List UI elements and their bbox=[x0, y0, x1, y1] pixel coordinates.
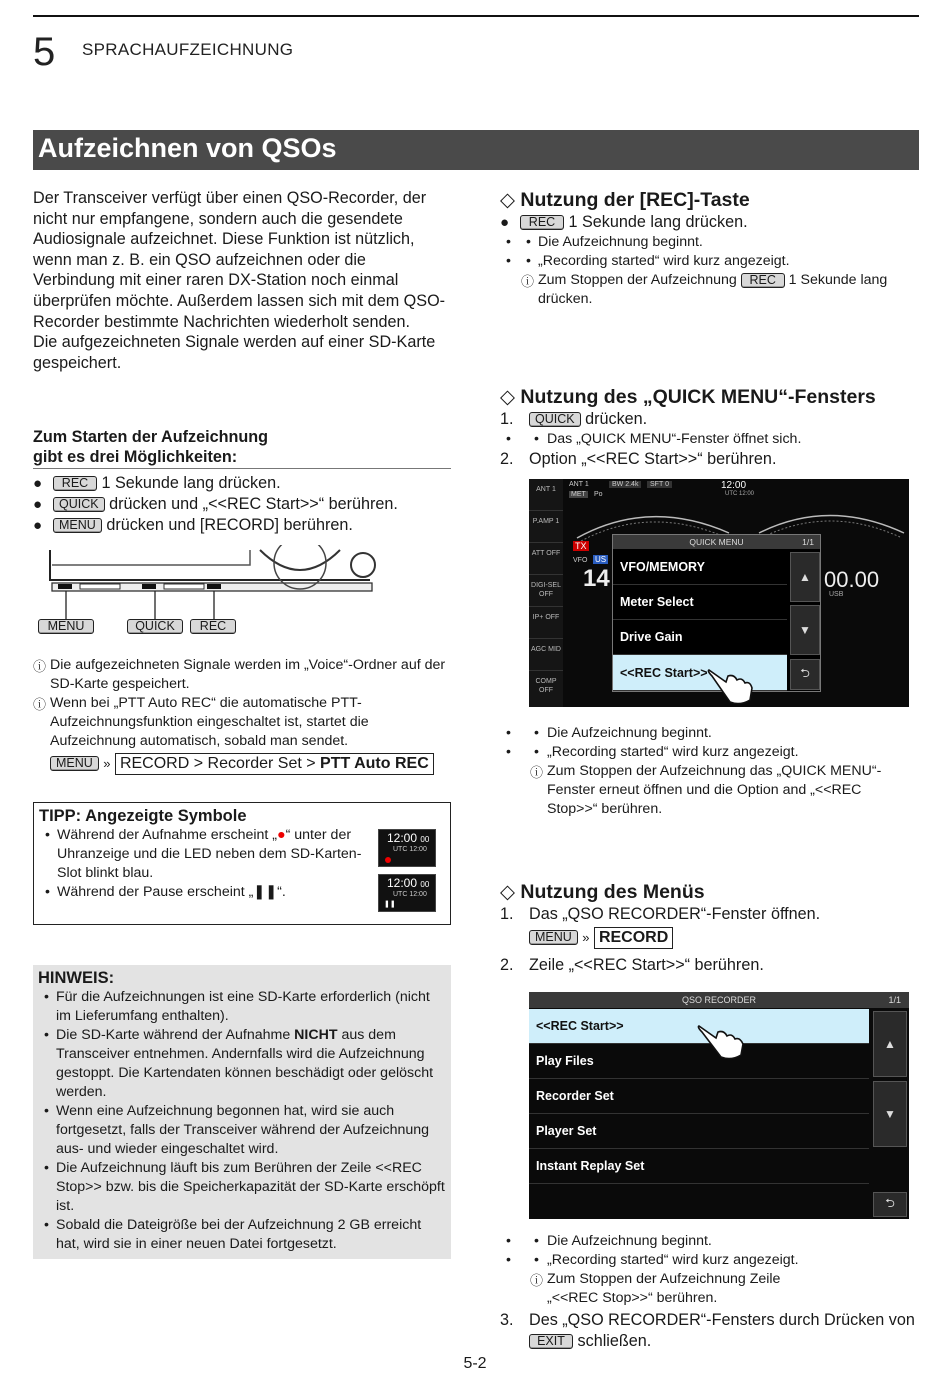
tip-text: Während der Pause erscheint „ bbox=[57, 884, 254, 900]
result-item: • • „Recording started“ wird kurz angezeigt. bbox=[500, 743, 920, 762]
menu-item-play-files[interactable]: Play Files bbox=[529, 1044, 869, 1079]
side-label: P.AMP 1 bbox=[529, 511, 563, 543]
clock-seconds: 00 bbox=[420, 880, 430, 889]
result-text: Das „QUICK MENU“-Fenster öffnet sich. bbox=[547, 431, 802, 447]
menu-item-meter-select[interactable]: Meter Select bbox=[613, 585, 787, 620]
frequency-left: 14 bbox=[583, 565, 610, 592]
menu-key: MENU bbox=[53, 518, 102, 533]
recorder-title: QSO RECORDER bbox=[681, 995, 756, 1005]
quick-results bbox=[500, 724, 920, 819]
notice-item bbox=[38, 1026, 446, 1102]
popup-title: QUICK MENU bbox=[689, 537, 744, 547]
header-rule bbox=[33, 15, 919, 17]
clock-pause-thumb bbox=[378, 874, 436, 912]
intro-text: Der Transceiver verfügt über einen QSO-Recorder, der nicht nur empfangene, sondern auch die gesendete Audiosignale aufzeichnet. Diese Funktion ist nützlich, wenn man z. B. ein QSO aufzeichnen oder die Verbindung mit einer raren DX-Station noch einmal überprüfen möchte. Außerdem lassen sich mit dem QSO-Recorder bestimmte Nachrichten wiederholt senden. bbox=[33, 189, 446, 331]
result-item: • • „Recording started“ wird kurz angezeigt. bbox=[500, 1251, 920, 1270]
us-label: US bbox=[595, 555, 607, 564]
list-item bbox=[500, 212, 920, 233]
chapter-title: SPRACHAUFZEICHNUNG bbox=[82, 40, 294, 59]
notice-text: Die SD-Karte während der Aufnahme bbox=[56, 1027, 295, 1043]
record-dot-icon bbox=[385, 857, 391, 863]
sft-value: 0 bbox=[665, 481, 669, 488]
section-title: Aufzeichnen von QSOs bbox=[33, 130, 919, 170]
result-item: • • Das „QUICK MENU“-Fenster öffnet sich. bbox=[500, 430, 920, 449]
clock-seconds: 00 bbox=[420, 835, 430, 844]
side-panel bbox=[529, 479, 563, 707]
menu-key: MENU bbox=[50, 756, 99, 771]
tip-text: Während der Aufnahme erscheint „ bbox=[57, 827, 278, 843]
result-text: „Recording started“ wird kurz angezeigt. bbox=[547, 1252, 799, 1268]
notice-item: • Sobald die Dateigröße bei der Aufzeichnung 2 GB erreicht hat, wird sie in einer neuen Datei fortgesetzt. bbox=[38, 1216, 446, 1254]
menu-item-rec-start[interactable]: <<REC Start>> bbox=[529, 1009, 869, 1044]
notice-box bbox=[33, 965, 451, 1259]
info-icon: ⓘ bbox=[530, 765, 544, 780]
panel-menu-label: MENU bbox=[38, 619, 94, 634]
option-text: drücken und [RECORD] berühren. bbox=[106, 516, 353, 534]
heading-text: Nutzung des „QUICK MENU“-Fensters bbox=[520, 386, 876, 408]
panel-rec-label: REC bbox=[190, 619, 236, 634]
start-heading-1: Zum Starten der Aufzeichnung bbox=[33, 428, 269, 446]
step-1: 1. Das „QSO RECORDER“-Fenster öffnen. bbox=[500, 905, 821, 923]
sft-text: SFT bbox=[650, 481, 664, 488]
menu-item-instant-replay-set[interactable]: Instant Replay Set bbox=[529, 1149, 869, 1184]
divider bbox=[33, 468, 451, 469]
option-text: drücken und „<<REC Start>>“ berühren. bbox=[109, 495, 398, 513]
option-text: 1 Sekunde lang drücken. bbox=[101, 474, 281, 492]
side-label: IP+ OFF bbox=[529, 607, 563, 639]
result-item: • • „Recording started“ wird kurz angezeigt. bbox=[500, 252, 920, 271]
recorder-page: 1/1 bbox=[888, 995, 901, 1005]
menu-item-recorder-set[interactable]: Recorder Set bbox=[529, 1079, 869, 1114]
diamond-icon: ◇ bbox=[500, 386, 515, 408]
stop-note bbox=[500, 271, 920, 309]
rec-key-steps bbox=[500, 212, 920, 233]
info-icon: ⓘ bbox=[521, 274, 535, 289]
notes-left bbox=[33, 656, 451, 775]
step-2: 2. Option „<<REC Start>>“ berühren. bbox=[500, 450, 777, 468]
exit-key: EXIT bbox=[529, 1334, 573, 1349]
arrow-down-icon: ▼ bbox=[799, 623, 811, 637]
tx-indicator: TX bbox=[575, 541, 587, 551]
quick-menu-section bbox=[500, 385, 920, 470]
return-icon: ⮌ bbox=[885, 1196, 895, 1210]
menu-path bbox=[33, 753, 451, 775]
notice-item: • Für die Aufzeichnungen ist eine SD-Karte erforderlich (nicht im Lieferumfang enthalten). bbox=[38, 988, 446, 1026]
tip-text: “ unter der Uhranzeige und die LED neben dem SD-Karten-Slot blinkt blau. bbox=[57, 827, 362, 881]
record-dot-icon: ● bbox=[277, 827, 286, 843]
notice-text: aus dem Transceiver entnehmen. Andernfalls wird die Aufzeichnung gestoppt. Die Kartendaten können beschädigt oder gelöscht werden. bbox=[56, 1027, 434, 1100]
diamond-icon: ◇ bbox=[500, 189, 515, 211]
rec-key-section bbox=[500, 188, 920, 309]
menu-results bbox=[500, 1232, 920, 1352]
arrow-up-icon: ▲ bbox=[884, 1037, 896, 1051]
diamond-icon: ◇ bbox=[500, 881, 515, 903]
rec-key: REC bbox=[53, 476, 97, 491]
notice-item: • Die Aufzeichnung läuft bis zum Berühren der Zeile <<REC Stop>> bzw. bis die Speicherkapazität der SD-Karte erschöpft ist. bbox=[38, 1159, 446, 1216]
start-options bbox=[33, 427, 451, 536]
path-box bbox=[115, 753, 434, 775]
menu-path bbox=[500, 927, 920, 949]
path-text-bold: PTT Auto REC bbox=[320, 755, 429, 772]
scroll-up-button[interactable] bbox=[790, 552, 820, 602]
side-label: AGC MID bbox=[529, 639, 563, 671]
intro-block bbox=[33, 188, 451, 373]
arrow-up-icon: ▲ bbox=[799, 570, 811, 584]
path-arrow-icon: » bbox=[103, 756, 111, 771]
front-panel-illustration bbox=[40, 545, 390, 640]
quick-menu-heading bbox=[500, 385, 920, 409]
notice-item: • Wenn eine Aufzeichnung begonnen hat, wird sie auch fortgesetzt, falls der Transceiver während der Aufzeichnung aus- und wieder eingeschaltet wird. bbox=[38, 1102, 446, 1159]
utc-text: UTC 12:00 bbox=[725, 491, 755, 497]
notice-text-bold: NICHT bbox=[294, 1027, 338, 1043]
clock-text: 12:00 bbox=[387, 831, 418, 845]
start-heading-2: gibt es drei Möglichkeiten: bbox=[33, 448, 238, 466]
result-text: „Recording started“ wird kurz angezeigt. bbox=[538, 253, 790, 269]
step-text: Des „QSO RECORDER“-Fensters durch Drücken von bbox=[529, 1311, 915, 1329]
list-item bbox=[33, 494, 451, 515]
scroll-down-button[interactable] bbox=[790, 605, 820, 655]
hand-pointer-icon bbox=[704, 662, 759, 707]
sft-label bbox=[647, 481, 672, 488]
result-text: Die Aufzeichnung beginnt. bbox=[547, 1233, 712, 1249]
intro-text-2: Die aufgezeichneten Signale werden auf einer SD-Karte gespeichert. bbox=[33, 333, 436, 372]
path-arrow-icon: » bbox=[582, 930, 590, 945]
result-item: • • Die Aufzeichnung beginnt. bbox=[500, 1232, 920, 1251]
tip-text: “. bbox=[277, 884, 286, 900]
heading-text: Nutzung des Menüs bbox=[520, 881, 705, 903]
step-2: 2. Zeile „<<REC Start>>“ berühren. bbox=[500, 956, 764, 974]
quick-key: QUICK bbox=[53, 497, 105, 512]
menu-section bbox=[500, 880, 920, 976]
panel-quick-label: QUICK bbox=[127, 619, 183, 634]
note-text: Zum Stoppen der Aufzeichnung bbox=[538, 272, 737, 288]
note-text: 1 Sekunde lang drücken. bbox=[538, 272, 888, 307]
result-text: Die Aufzeichnung beginnt. bbox=[547, 725, 712, 741]
path-box: RECORD bbox=[594, 927, 673, 949]
result-item: • • Die Aufzeichnung beginnt. bbox=[500, 233, 920, 252]
popup-page: 1/1 bbox=[802, 537, 814, 547]
back-button[interactable] bbox=[873, 1192, 907, 1217]
recorder-titlebar bbox=[529, 992, 909, 1008]
info-icon: ⓘ bbox=[33, 659, 47, 674]
qso-recorder-screen bbox=[529, 992, 909, 1219]
result-item: • • Die Aufzeichnung beginnt. bbox=[500, 724, 920, 743]
path-text: RECORD > Recorder Set > bbox=[119, 755, 321, 772]
met-label: MET bbox=[571, 491, 586, 498]
clock-recording-thumb bbox=[378, 829, 436, 867]
list-item bbox=[33, 515, 451, 536]
ant-label: ANT 1 bbox=[569, 481, 589, 488]
note-text: Zum Stoppen der Aufzeichnung das „QUICK MENU“-Fenster erneut öffnen und die Option and „<<REC Stop>>“ berühren. bbox=[547, 763, 882, 817]
page-number: 5-2 bbox=[463, 1355, 487, 1372]
scroll-up-button[interactable] bbox=[873, 1011, 907, 1077]
menu-item-rec-start[interactable]: <<REC Start>> bbox=[613, 655, 787, 691]
hand-pointer-icon bbox=[694, 1020, 754, 1062]
step-1: 1. QUICK drücken. bbox=[500, 410, 648, 428]
note-item bbox=[33, 694, 451, 751]
side-label: ATT OFF bbox=[529, 543, 563, 575]
quick-menu-screen bbox=[529, 479, 909, 707]
start-option-list bbox=[33, 473, 451, 536]
usb-label: USB bbox=[829, 591, 844, 598]
clock-text: 12:00 bbox=[721, 480, 747, 491]
note-item bbox=[33, 656, 451, 694]
notice-title: HINWEIS: bbox=[38, 969, 115, 987]
bw-label: BW 2.4k bbox=[609, 481, 641, 488]
note-text: Die aufgezeichneten Signale werden im „Voice“-Ordner auf der SD-Karte gespeichert. bbox=[50, 657, 446, 692]
quick-key: QUICK bbox=[529, 412, 581, 427]
info-icon: ⓘ bbox=[33, 697, 47, 712]
info-icon: ⓘ bbox=[530, 1273, 544, 1288]
clock-text: 12:00 bbox=[387, 876, 418, 890]
scroll-down-button[interactable] bbox=[873, 1081, 907, 1147]
step-text: Option „<<REC Start>>“ berühren. bbox=[529, 450, 777, 468]
result-text: „Recording started“ wird kurz angezeigt. bbox=[547, 744, 799, 760]
return-icon: ⮌ bbox=[800, 666, 810, 680]
step-3: 3. Des „QSO RECORDER“-Fensters durch Drücken von EXIT schließen. bbox=[500, 1311, 915, 1350]
step-text: 1 Sekunde lang drücken. bbox=[568, 213, 748, 231]
menu-item-player-set[interactable]: Player Set bbox=[529, 1114, 869, 1149]
chapter-number: 5 bbox=[33, 30, 56, 74]
stop-note bbox=[500, 1270, 830, 1308]
rec-key-heading bbox=[500, 188, 920, 212]
menu-key: MENU bbox=[529, 930, 578, 945]
menu-item-drive-gain[interactable]: Drive Gain bbox=[613, 620, 787, 655]
tip-box bbox=[33, 802, 451, 925]
menu-item-vfo-memory[interactable]: VFO/MEMORY bbox=[613, 550, 787, 585]
back-button[interactable] bbox=[790, 659, 820, 690]
result-text: Die Aufzeichnung beginnt. bbox=[538, 234, 703, 250]
side-label: COMP OFF bbox=[535, 678, 557, 694]
pause-icon: ❚❚ bbox=[384, 901, 396, 908]
rec-key: REC bbox=[520, 215, 564, 230]
step-text: Das „QSO RECORDER“-Fenster öffnen. bbox=[529, 905, 821, 923]
utc-text: UTC 12:00 bbox=[393, 891, 427, 898]
note-text: Wenn bei „PTT Auto REC“ die automatische PTT-Aufzeichnungsfunktion eingeschaltet ist, startet die Aufzeichnung automatisch, sobald man sendet. bbox=[50, 695, 369, 749]
list-item bbox=[33, 473, 451, 494]
menu-heading bbox=[500, 880, 920, 904]
vfo-label: VFO bbox=[573, 557, 588, 564]
po-label: Po bbox=[594, 491, 603, 498]
step-text: schließen. bbox=[577, 1332, 652, 1350]
tip-title: TIPP: Angezeigte Symbole bbox=[39, 807, 247, 825]
stop-note bbox=[500, 762, 900, 819]
tip-item bbox=[39, 826, 364, 883]
arrow-down-icon: ▼ bbox=[884, 1107, 896, 1121]
popup-titlebar bbox=[613, 535, 820, 549]
step-text: drücken. bbox=[585, 410, 648, 428]
frequency-right: 00.00 bbox=[824, 567, 880, 592]
rec-key: REC bbox=[741, 273, 785, 288]
utc-text: UTC 12:00 bbox=[393, 846, 427, 853]
tip-item bbox=[39, 883, 364, 902]
pause-icon: ❚❚ bbox=[253, 884, 278, 900]
step-text: Zeile „<<REC Start>>“ berühren. bbox=[529, 956, 764, 974]
note-text: Zum Stoppen der Aufzeichnung Zeile „<<REC Stop>>“ berühren. bbox=[547, 1271, 781, 1306]
side-label: ANT 1 bbox=[529, 479, 563, 511]
heading-text: Nutzung der [REC]-Taste bbox=[520, 189, 750, 211]
side-label: DIGI-SEL OFF bbox=[529, 575, 563, 607]
